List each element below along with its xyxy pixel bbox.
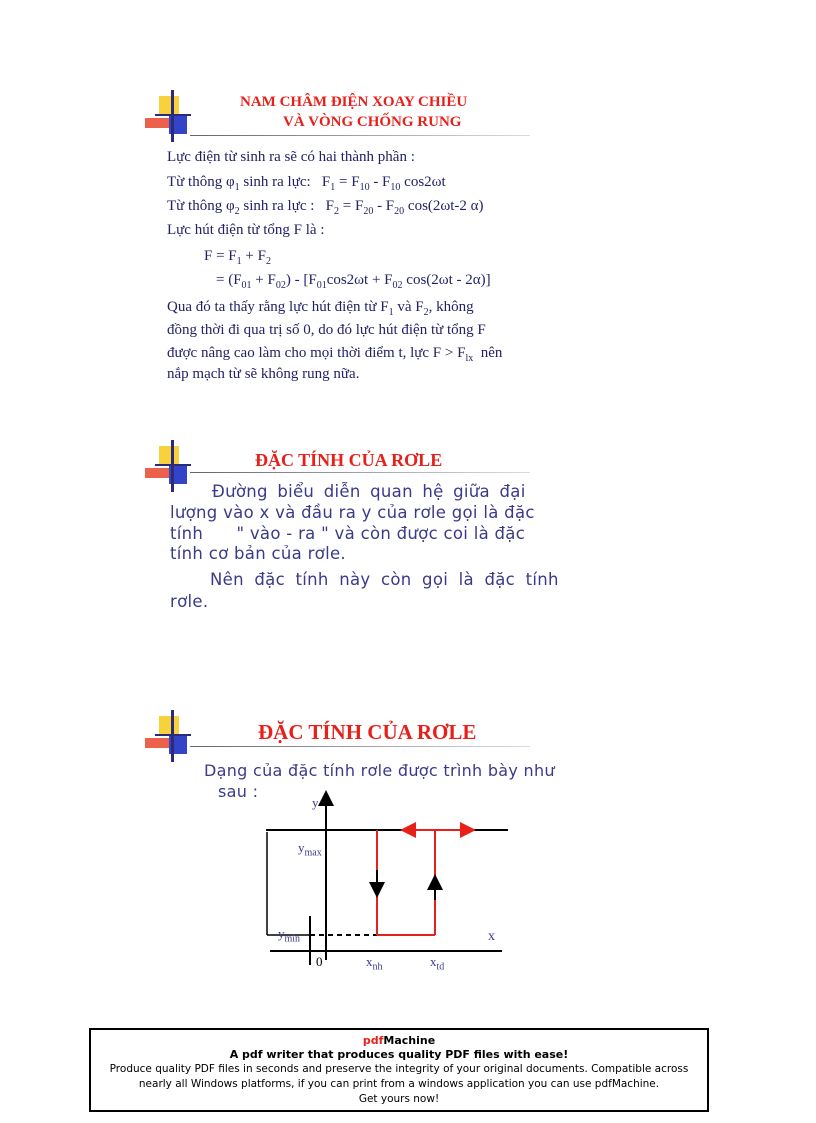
section1-para-line4: nắp mạch từ sẽ không rung nữa. (167, 366, 360, 382)
section2-line3: tính " vào - ra " và còn được coi là đặc (170, 524, 526, 543)
graph-label-xtd: $x_{td}$ (430, 954, 445, 973)
section2-line1: Đường biểu diễn quan hệ giữa đại (212, 482, 526, 501)
title-rule (190, 472, 530, 473)
section3-line1: Dạng của đặc tính rơle được trình bày như (204, 761, 555, 780)
section3-line2: sau : (218, 782, 259, 801)
slide-logo-icon (155, 92, 195, 142)
graph-label-ymin: $y_{min}$ (278, 926, 301, 945)
slide-logo-icon (155, 442, 195, 492)
title-rule (190, 135, 530, 136)
section1-para-line2: đồng thời đi qua trị số 0, do đó lực hút điện từ tổng F (167, 322, 486, 338)
section1-line1: Lực điện từ sinh ra sẽ có hai thành phần : (167, 149, 415, 165)
section1-line3: Từ thông $\varphi_2$ sinh ra lực : $F_2 = F_{20} - F_{20}$ cos(2ωt-2 α) (167, 198, 484, 217)
graph-label-x: x (488, 929, 495, 944)
footer-desc1: Produce quality PDF files in seconds and preserve the integrity of your original documents. Compatible across (109, 1063, 689, 1075)
graph-label-zero: 0 (316, 954, 323, 969)
section1-para-line1: Qua đó ta thấy rằng lực hút điện từ $F_1$ và $F_2$, không (167, 299, 474, 318)
section2-title: ĐẶC TÍNH CỦA RƠLE (255, 450, 443, 470)
relay-characteristic-graph (240, 790, 520, 980)
section2-line6: rơle. (170, 592, 209, 611)
graph-label-xnh: $x_{nh}$ (366, 954, 383, 973)
section2-line4: tính cơ bản của rơle. (170, 544, 346, 563)
slide-logo-icon (155, 712, 195, 762)
section1-title-line2: VÀ VÒNG CHỐNG RUNG (283, 114, 462, 130)
section1-formula2: = $(F_{01} + F_{02}) - [F_{01}\cos 2\omega t + F_{02}$ cos(2ωt - 2α)] (216, 272, 491, 291)
footer-tagline: A pdf writer that produces quality PDF files with ease! (229, 1048, 569, 1061)
title-rule (190, 746, 530, 747)
section3-title: ĐẶC TÍNH CỦA RƠLE (258, 720, 477, 744)
section1-line4: Lực hút điện từ tổng F là : (167, 222, 325, 238)
section2-line2: lượng vào x và đầu ra y của rơle gọi là đặc (170, 503, 535, 522)
footer-brand: pdfMachine (362, 1034, 436, 1047)
section1-line2: Từ thông $\varphi_1$ sinh ra lực: $F_1 = F_{10} - F_{10}$ cos2ωt (167, 174, 446, 193)
footer-desc2: nearly all Windows platforms, if you can print from a windows application you can use pdfMachine. (138, 1078, 660, 1090)
section1-para-line3: được nâng cao làm cho mọi thời điểm t, lực $F > F_{lx}$ nên (167, 345, 503, 364)
pdfmachine-footer (89, 1028, 709, 1112)
graph-label-y: y (312, 795, 319, 810)
section2-line5: Nên đặc tính này còn gọi là đặc tính (210, 570, 559, 589)
section1-title-line1: NAM CHÂM ĐIỆN XOAY CHIỀU (240, 94, 468, 110)
graph-label-ymax: $y_{max}$ (298, 840, 322, 859)
footer-desc3: Get yours now! (358, 1093, 440, 1105)
section1-formula1: $F = F_1 + F_2$ (204, 248, 271, 267)
